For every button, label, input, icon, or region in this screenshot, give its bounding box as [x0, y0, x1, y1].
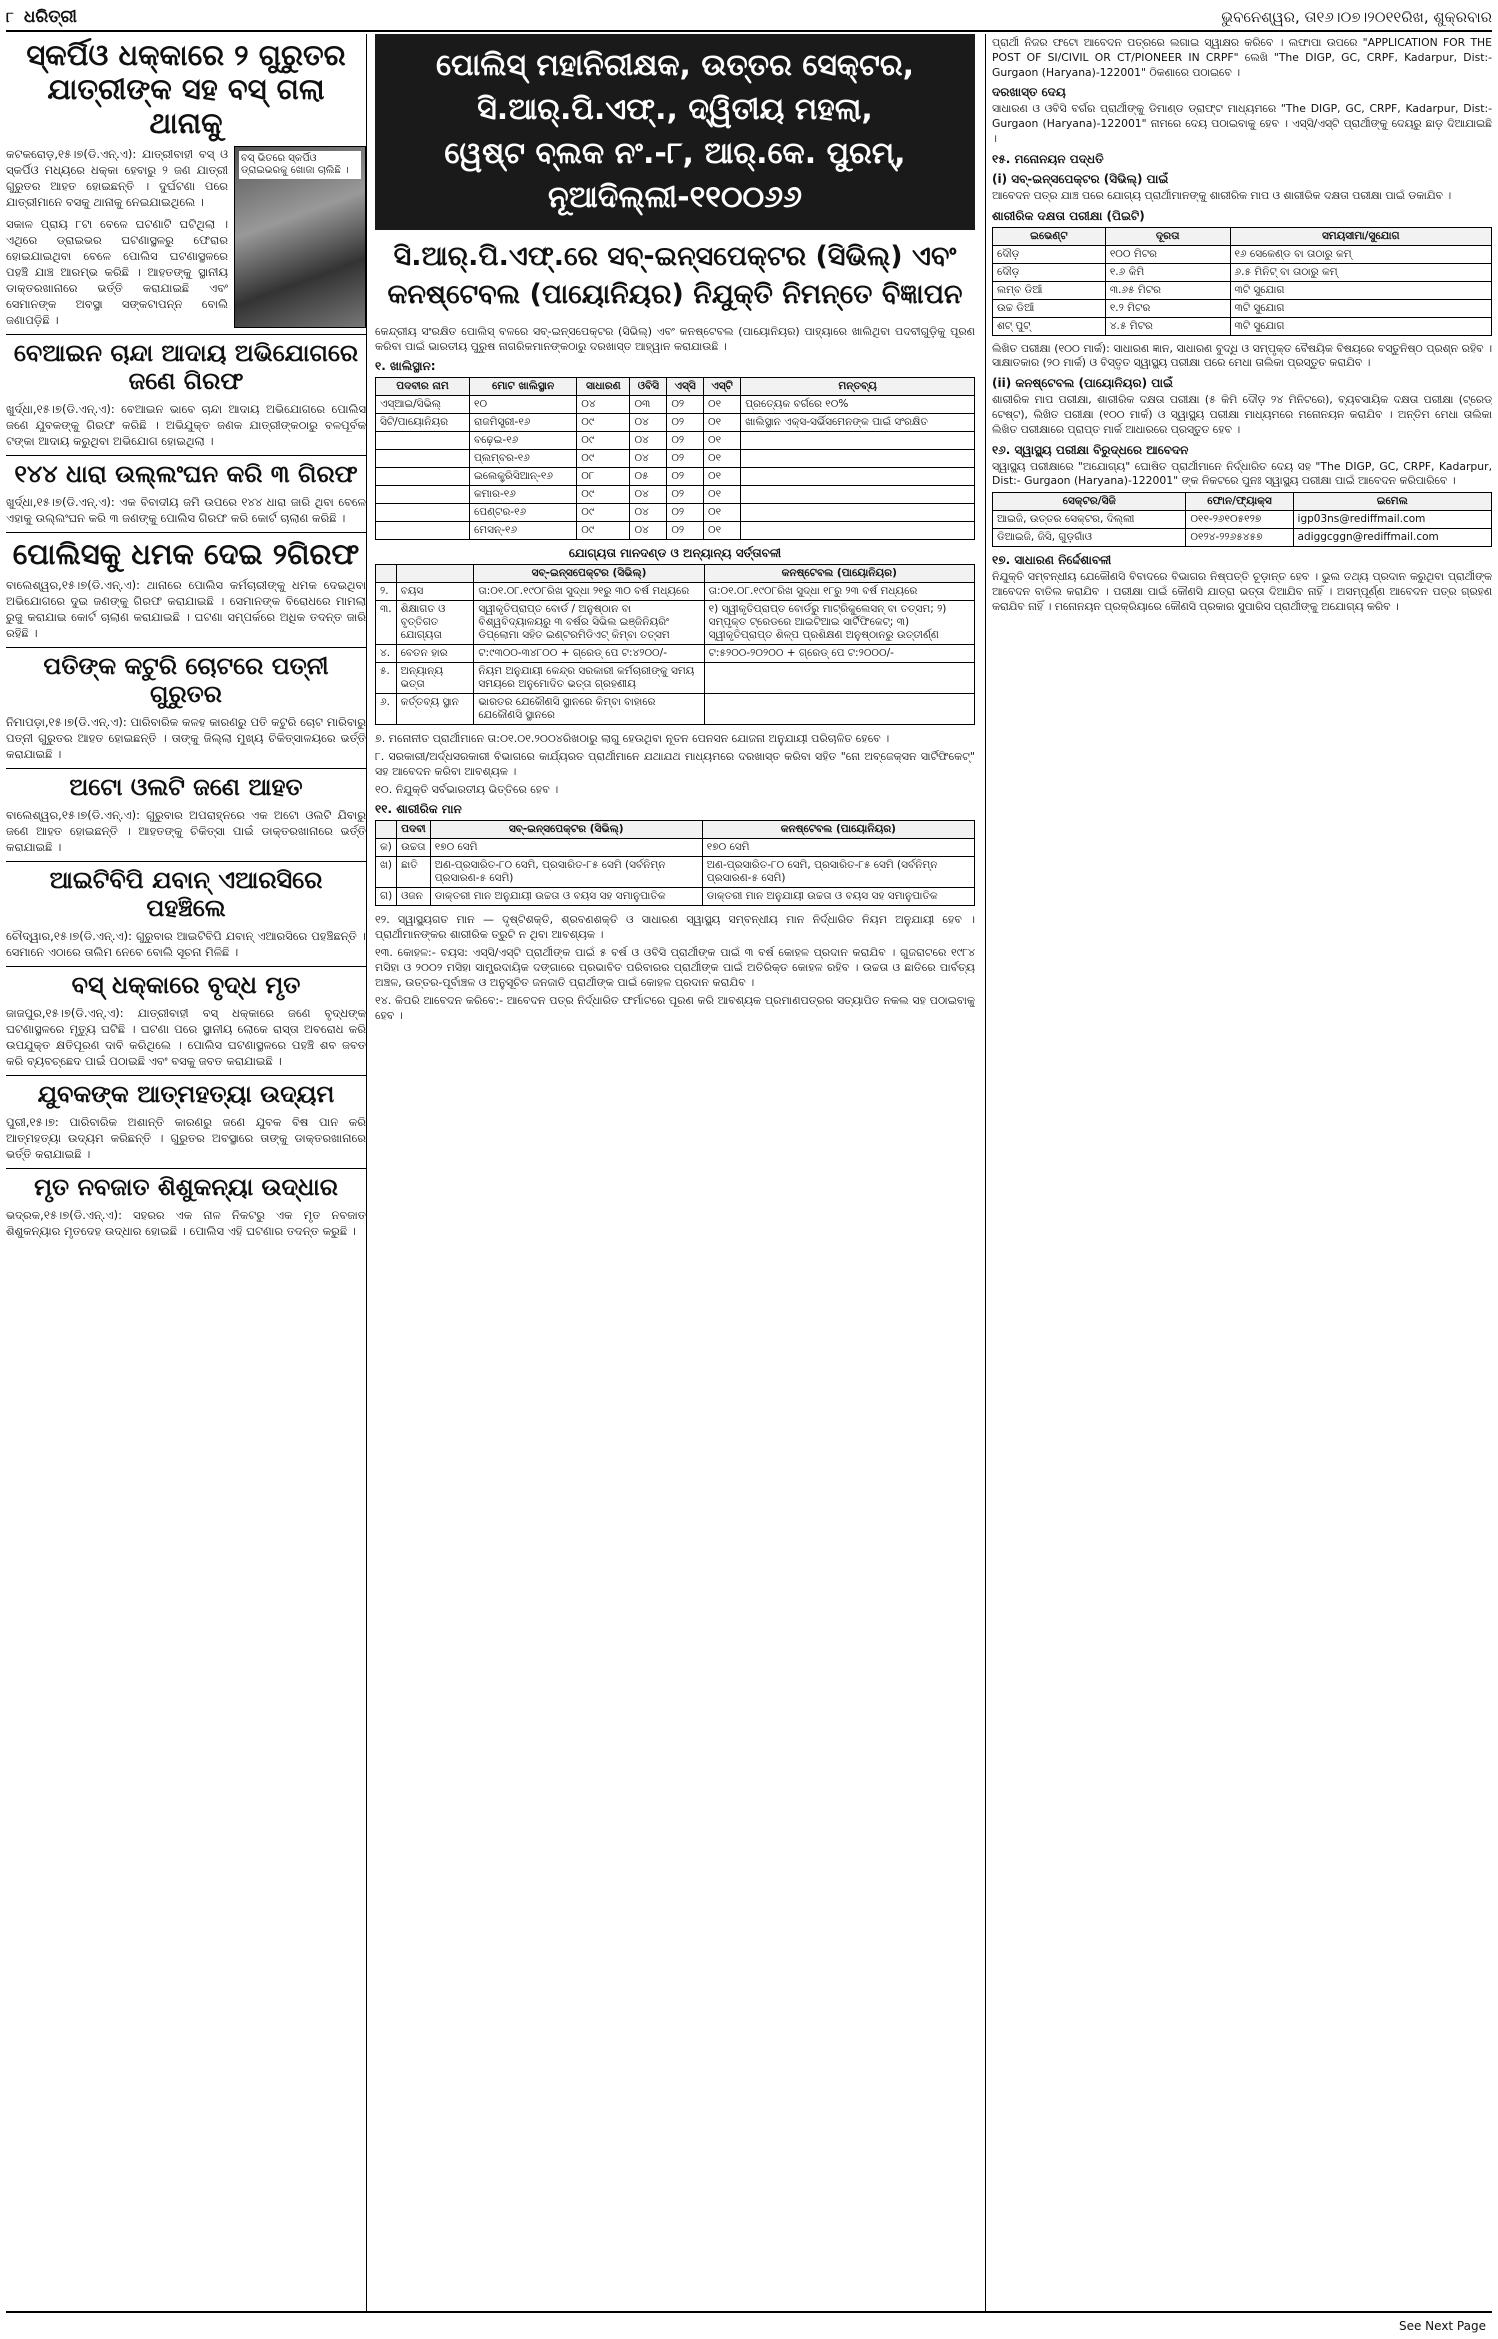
pet-table [992, 227, 1492, 336]
ad-clause: ଆବେଦନ ପତ୍ର ଯାଞ୍ଚ ପରେ ଯୋଗ୍ୟ ପ୍ରାର୍ଥୀମାନଙ୍କୁ ଶାରୀରିକ ମାପ ଓ ଶାରୀରିକ ଦକ୍ଷତା ପରୀକ୍ଷା ପାଇଁ ଡକାଯିବ । [992, 188, 1452, 202]
vacancy-table [375, 377, 975, 540]
headline: ଆଇଟିବିପି ଯବାନ୍ ଏଆରସିରେ ପହଞ୍ଚିଲେ [49, 866, 323, 922]
table-header-cell: ଦୂରତା [1105, 227, 1230, 245]
story-text: ଭଦ୍ରକ,୧୫।୭(ଡି.ଏନ୍.ଏ): ସହରର ଏକ ନାଳ ନିକଟରୁ ଏକ ମୃତ ନବଜାତ ଶିଶୁକନ୍ୟାର ମୃତଦେହ ଉଦ୍ଧାର ହୋଇଛି । ପୋଲିସ ଏହି ଘଟଣାର ତଦନ୍ତ କରୁଛି । [6, 1208, 366, 1238]
table-header-cell: ସେକ୍ଟର/ସିଜି [993, 493, 1186, 511]
table-cell [741, 432, 975, 450]
table-cell: ୧) ସ୍ୱୀକୃତିପ୍ରାପ୍ତ ବୋର୍ଡରୁ ମାଟ୍ରିକୁଲେସନ୍ ବା ତତ୍ସମ; ୨) ସମ୍ପୃକ୍ତ ଟ୍ରେଡରେ ଆଇଟିଆଇ ସାର୍ଟିଫିକେଟ୍; ୩) ସ୍ୱୀକୃତିପ୍ରାପ୍ତ ଶିଳ୍ପ ପ୍ରଶିକ୍ଷଣ ଅନୁଷ୍ଠାନରୁ ଉତ୍ତୀର୍ଣ୍ଣ [704, 601, 974, 645]
table-cell: ୧୦୦ ମିଟର [1105, 245, 1230, 263]
table-cell: ୦୯ [577, 522, 630, 540]
story-text: ପୁରୀ,୧୫।୭: ପାରିବାରିକ ଅଶାନ୍ତି କାରଣରୁ ଜଣେ ଯୁବକ ବିଷ ପାନ କରି ଆତ୍ମହତ୍ୟା ଉଦ୍ୟମ କରିଛନ୍ତି । ଗୁରୁତର ଅବସ୍ଥାରେ ତାଙ୍କୁ ଡାକ୍ତରଖାନାରେ ଭର୍ତ୍ତି କରାଯାଇଛି । [6, 1115, 366, 1161]
section-heading: ୧. ଖାଲିସ୍ଥାନ: [375, 359, 436, 373]
table-cell: ଗ) [376, 888, 397, 906]
page-header [6, 4, 1492, 32]
table-row [993, 299, 1492, 317]
table-row [376, 414, 975, 432]
table-cell: ୩ଟି ସୁଯୋଗ [1230, 299, 1491, 317]
table-cell: ନିୟମ ଅନୁଯାୟୀ କେନ୍ଦ୍ର ସରକାରୀ କର୍ମଚାରୀଙ୍କୁ ସମୟ ସମୟରେ ଅନୁମୋଦିତ ଭତ୍ତା ଗ୍ରହଣୀୟ [474, 663, 704, 694]
story-text: ସକାଳ ପ୍ରାୟ ୮ଟା ବେଳେ ଘଟଣାଟି ଘଟିଥିଲା । ଏଥିରେ ଡ୍ରାଇଭର ଘଟଣାସ୍ଥଳରୁ ଫେରାର ହୋଇଯାଇଥିବା ବେଳେ ପୋଲିସ ଘଟଣାସ୍ଥଳରେ ପହଞ୍ଚି ଯାଞ୍ଚ ଆରମ୍ଭ କରିଛି । ଆହତଙ୍କୁ ସ୍ଥାନୀୟ ଡାକ୍ତରଖାନାରେ ଭର୍ତ୍ତି କରାଯାଇଛି ଏବଂ ସେମାନଙ୍କ ଅବସ୍ଥା ସଙ୍କଟାପନ୍ନ ବୋଲି ଜଣାପଡ଼ିଛି । [6, 217, 228, 327]
ad-clause: ଶାରୀରିକ ମାପ ପରୀକ୍ଷା, ଶାରୀରିକ ଦକ୍ଷତା ପରୀକ୍ଷା (୫ କିମି ଦୌଡ଼ ୨୪ ମିନିଟରେ), ବ୍ୟବସାୟିକ ଦକ୍ଷତା ପରୀକ୍ଷା (ଟ୍ରେଡ୍ ଟେଷ୍ଟ), ଲିଖିତ ପରୀକ୍ଷା (୧୦୦ ମାର୍କ) ଓ ସ୍ୱାସ୍ଥ୍ୟ ପରୀକ୍ଷା ମାଧ୍ୟମରେ ମନୋନୟନ କରାଯିବ । ଅନ୍ତିମ ମେଧା ତାଲିକା ଲିଖିତ ପରୀକ୍ଷାରେ ପ୍ରାପ୍ତ ମାର୍କ ଆଧାରରେ ପ୍ରସ୍ତୁତ ହେବ । [992, 393, 1492, 436]
table-cell: ୦୨ [667, 414, 704, 432]
ad-intro: କେନ୍ଦ୍ରୀୟ ସଂରକ୍ଷିତ ପୋଲିସ୍ ବଳରେ ସବ୍-ଇନ୍ସପେକ୍ଟର (ସିଭିଲ୍) ଏବଂ କନଷ୍ଟେବଲ (ପାୟୋନିୟର) ପାହ୍ୟାରେ ଖାଲିଥିବା ପଦବୀଗୁଡ଼ିକୁ ପୂରଣ କରିବା ପାଇଁ ଭାରତୀୟ ପୁରୁଷ ନାଗରିକମାନଙ୍କଠାରୁ ଦରଖାସ୍ତ ଆହ୍ୱାନ କରାଯାଉଛି । [375, 325, 975, 353]
table-cell: ୪. [376, 645, 397, 663]
ad-address-banner [375, 34, 975, 230]
table-cell: ୦୯ [577, 450, 630, 468]
table-header-cell: ଏସ୍‌ସି [667, 378, 704, 396]
story-text: ଖୁର୍ଦ୍ଧା,୧୫।୭(ଡି.ଏନ୍.ଏ): ଏକ ବିବାଦୀୟ ଜମି ଉପରେ ୧୪୪ ଧାରା ଜାରି ଥିବା ବେଳେ ଏହାକୁ ଉଲ୍ଲଂଘନ କରି ୩ ଜଣଙ୍କୁ ପୋଲିସ ଗିରଫ କରି କୋର୍ଟ ଚାଲାଣ କରିଛି । [6, 495, 366, 525]
physical-standards-table [375, 820, 975, 906]
ad-clause: ଲିଖିତ ପରୀକ୍ଷା (୧୦୦ ମାର୍କ): ସାଧାରଣ ଜ୍ଞାନ, ସାଧାରଣ ବୁଦ୍ଧି ଓ ସମ୍ପୃକ୍ତ ବୈଷୟିକ ବିଷୟରେ ବସ୍ତୁନିଷ୍ଠ ପ୍ରଶ୍ନ ରହିବ । ସାକ୍ଷାତକାର (୨୦ ମାର୍କ) ଓ ବିସ୍ତୃତ ସ୍ୱାସ୍ଥ୍ୟ ପରୀକ୍ଷା ପରେ ମେଧା ତାଲିକା ପ୍ରସ୍ତୁତ କରାଯିବ । [992, 341, 1492, 370]
subsection-heading: (ii) କନଷ୍ଟେବଲ (ପାୟୋନିୟର) ପାଇଁ [992, 376, 1173, 391]
table-row [376, 583, 975, 601]
table-cell [376, 522, 470, 540]
table-cell: ତା:୦୧.୦୮.୧୯୦୮ରିଖ ସୁଦ୍ଧା ୧୮ରୁ ୨୩ ବର୍ଷ ମଧ୍ୟରେ [704, 583, 974, 601]
ad-clause: ପ୍ରାର୍ଥୀ ନିଜର ଫଟୋ ଆବେଦନ ପତ୍ରରେ ଲଗାଇ ସ୍ୱାକ୍ଷର କରିବେ । ଲଫାପା ଉପରେ "APPLICATION FOR THE POST OF SI/CIVIL OR CT/PIONEER IN CRPF" ଲେଖି "The DIGP, GC, CRPF, Kadarpur, Dist:- Gurgaon (Haryana)-122001" ଠିକଣାରେ ପଠାଇବେ । [992, 36, 1492, 79]
table-row [376, 601, 975, 645]
table-row [376, 522, 975, 540]
table-cell: ଇଲେକ୍ଟ୍ରିସିଆନ୍-୧୬ [470, 468, 577, 486]
table-cell [376, 468, 470, 486]
table-cell: ୧.୨ ମିଟର [1105, 299, 1230, 317]
table-cell: ୪.୫ ମିଟର [1105, 317, 1230, 335]
table-cell: ୦୯ [577, 486, 630, 504]
recruitment-ad [375, 34, 975, 2311]
table-row [993, 245, 1492, 263]
eligibility-table [375, 564, 975, 725]
table-cell: ୦୪ [630, 450, 667, 468]
headline: ସ୍କର୍ପିଓ ଧକ୍କାରେ ୨ ଗୁରୁତର ଯାତ୍ରୀଙ୍କ ସହ ବସ୍ ଗଲା ଥାନାକୁ [26, 38, 346, 140]
ad-clause: ୧୪. କିପରି ଆବେଦନ କରିବେ:- ଆବେଦନ ପତ୍ର ନିର୍ଦ୍ଧାରିତ ଫର୍ମାଟରେ ପୂରଣ କରି ଆବଶ୍ୟକ ପ୍ରମାଣପତ୍ରର ସତ୍ୟାପିତ ନକଲ ସହ ପଠାଇବାକୁ ହେବ । [375, 994, 975, 1022]
ad-title: ସି.ଆର୍.ପି.ଏଫ୍.ରେ ସବ୍-ଇନ୍ସପେକ୍ଟର (ସିଭିଲ୍) ଏବଂ କନଷ୍ଟେବଲ (ପାୟୋନିୟର) ନିଯୁକ୍ତି ନିମନ୍ତେ ବିଜ୍ଞାପନ [387, 241, 963, 310]
address-line: ୱେଷ୍ଟ ବ୍ଲକ ନଂ.-୮, ଆର୍.କେ. ପୁରମ୍, [444, 136, 906, 171]
table-cell [704, 663, 974, 694]
table-cell [741, 486, 975, 504]
table-cell: ୦୨ [667, 396, 704, 414]
table-header-cell: ମନ୍ତବ୍ୟ [741, 378, 975, 396]
story-text: କଟକରୋଡ଼,୧୫।୭(ଡି.ଏନ୍.ଏ): ଯାତ୍ରୀବାହୀ ବସ୍ ଓ ସ୍କର୍ପିଓ ମଧ୍ୟରେ ଧକ୍କା ହେବାରୁ ୨ ଜଣ ଯାତ୍ରୀ ଗୁରୁତର ଆହତ ହୋଇଛନ୍ତି । ଦୁର୍ଘଟଣା ପରେ ଯାତ୍ରୀମାନେ ବସକୁ ଥାନାକୁ ନେଇଯାଇଥିଲେ । [6, 147, 228, 209]
table-row [993, 263, 1492, 281]
table-cell: ଡାକ୍ତରୀ ମାନ ଅନୁଯାୟୀ ଉଚ୍ଚତା ଓ ବୟସ ସହ ସମାନୁପାତିକ [430, 888, 702, 906]
table-header-cell: ସବ୍-ଇନ୍ସପେକ୍ଟର (ସିଭିଲ୍) [430, 821, 702, 839]
table-cell: ଡାକ୍ତରୀ ମାନ ଅନୁଯାୟୀ ଉଚ୍ଚତା ଓ ବୟସ ସହ ସମାନୁପାତିକ [702, 888, 974, 906]
table-cell: ୦୨ [667, 486, 704, 504]
table-cell: ୦୯ [577, 432, 630, 450]
table-row [376, 432, 975, 450]
table-cell: ୦୧ [703, 450, 740, 468]
contact-table [992, 492, 1492, 547]
next-page-note: See Next Page [1398, 2319, 1486, 2333]
table-cell: ୦୨ [667, 468, 704, 486]
table-cell: ୦୪ [630, 486, 667, 504]
table-cell: ୩. [376, 601, 397, 645]
table-header-cell: ସମୟସୀମା/ସୁଯୋଗ [1230, 227, 1491, 245]
table-header-cell: ଇଭେଣ୍ଟ [993, 227, 1106, 245]
table-cell: ଏସ୍ଆଇ/ସିଭିଲ୍ [376, 396, 470, 414]
photo-caption: ବସ୍ ଭିତରେ ସ୍କର୍ପିଓ ଡ୍ରାଇଭରକୁ ଖୋଜା ଚାଲିଛି । [239, 151, 361, 179]
table-cell [704, 694, 974, 725]
table-header-cell [396, 565, 474, 583]
subsection-heading: (i) ସବ୍-ଇନ୍ସପେକ୍ଟର (ସିଭିଲ୍) ପାଇଁ [992, 171, 1169, 186]
table-row [376, 396, 975, 414]
table-cell: ଉଚ୍ଚତା [397, 839, 431, 857]
table-row [376, 468, 975, 486]
table-row [993, 511, 1492, 529]
section-heading: ୧୬. ସ୍ୱାସ୍ଥ୍ୟ ପରୀକ୍ଷା ବିରୁଦ୍ଧରେ ଆବେଦନ [992, 442, 1189, 457]
table-cell: ୦୧ [703, 522, 740, 540]
table-cell: ଅନ୍ୟାନ୍ୟ ଭତ୍ତା [396, 663, 474, 694]
table-cell [741, 504, 975, 522]
ad-continuation [985, 34, 1492, 2311]
table-cell: ଟ:୫୨୦୦-୨୦୨୦୦ + ଗ୍ରେଡ୍ ପେ ଟ:୨୦୦୦/- [704, 645, 974, 663]
table-header-cell: ମୋଟ ଖାଲିସ୍ଥାନ [470, 378, 577, 396]
page-number: ୮ [6, 8, 14, 26]
table-cell: ରାଜମିସ୍ତ୍ରୀ-୧୬ [470, 414, 577, 432]
table-cell: ଭାରତର ଯେକୌଣସି ସ୍ଥାନରେ କିମ୍ବା ବାହାରେ ଯେକୌଣସି ସ୍ଥାନରେ [474, 694, 704, 725]
table-header-cell [376, 565, 397, 583]
story-text: ନିମାପଡ଼ା,୧୫।୭(ଡି.ଏନ୍.ଏ): ପାରିବାରିକ କଳହ କାରଣରୁ ପତି କଟୁରି ଚୋଟ ମାରିବାରୁ ପତ୍ନୀ ଗୁରୁତର ଆହତ ହୋଇଛନ୍ତି । ତାଙ୍କୁ ଜିଲ୍ଲା ମୁଖ୍ୟ ଚିକିତ୍ସାଳୟରେ ଭର୍ତ୍ତି କରାଯାଇଛି । [6, 715, 366, 761]
table-cell [741, 450, 975, 468]
table-cell: ୩.୬୫ ମିଟର [1105, 281, 1230, 299]
headline: ବସ୍ ଧକ୍କାରେ ବୃଦ୍ଧ ମୃତ [71, 971, 301, 999]
ad-clause: ସାଧାରଣ ଓ ଓବିସି ବର୍ଗର ପ୍ରାର୍ଥୀଙ୍କୁ ଡିମାଣ୍ଡ ଡ୍ରାଫ୍ଟ ମାଧ୍ୟମରେ "The DIGP, GC, CRPF, Kadarpur, Dist:-Gurgaon (Haryana)-122001" ନାମରେ ଦେୟ ପଠାଇବାକୁ ହେବ । ଏସ୍‌ସି/ଏସ୍‌ଟି ପ୍ରାର୍ଥୀଙ୍କୁ ଦେୟରୁ ଛାଡ଼ ଦିଆଯାଇଛି । [992, 102, 1492, 145]
table-cell: ୦୪ [577, 396, 630, 414]
table-cell [741, 522, 975, 540]
table-cell: ଖ) [376, 857, 397, 888]
table-cell: ୦୫ [630, 468, 667, 486]
table-cell: ଦୌଡ଼ [993, 245, 1106, 263]
table-header-cell: ଫୋନ/ଫ୍ୟାକ୍ସ [1186, 493, 1293, 511]
table-cell: ୦୨ [667, 522, 704, 540]
headline: ପତିଙ୍କ କଟୁରି ଚୋଟରେ ପତ୍ନୀ ଗୁରୁତର [43, 652, 329, 708]
table-cell [376, 432, 470, 450]
table-cell: ୧୬ ସେକେଣ୍ଡ ବା ତାଠାରୁ କମ୍ [1230, 245, 1491, 263]
table-cell: ୦୩ [630, 396, 667, 414]
table-row [376, 645, 975, 663]
section-heading: ଦରଖାସ୍ତ ଦେୟ [992, 85, 1066, 100]
headline: ପୋଲିସକୁ ଧମକ ଦେଇ ୨ଗିରଫ [12, 537, 360, 571]
table-header-cell: ଏସ୍‌ଟି [703, 378, 740, 396]
story-text: ବାଲେଶ୍ୱର,୧୫।୭(ଡି.ଏନ୍.ଏ): ଗୁରୁବାର ଅପରାହ୍ନରେ ଏକ ଅଟୋ ଓଲଟି ଯିବାରୁ ଜଣେ ଆହତ ହୋଇଛନ୍ତି । ଆହତଙ୍କୁ ଚିକିତ୍ସା ପାଇଁ ଡାକ୍ତରଖାନାରେ ଭର୍ତ୍ତି କରାଯାଇଛି । [6, 808, 366, 854]
ad-clause: ୧୦. ନିଯୁକ୍ତି ସର୍ବଭାରତୀୟ ଭିତ୍ତିରେ ହେବ । [375, 783, 559, 796]
table-cell: ବଢ଼େଇ-୧୬ [470, 432, 577, 450]
news-photo [234, 146, 366, 328]
address-line: ସି.ଆର୍.ପି.ଏଫ୍., ଦ୍ୱିତୀୟ ମହଲା, [477, 92, 873, 127]
table-cell: ୦୧ [703, 486, 740, 504]
table-header-cell: ପଦବୀ [397, 821, 431, 839]
table-cell: ୧୭୦ ସେମି [430, 839, 702, 857]
table-row [376, 888, 975, 906]
table-cell: ୦୧ [703, 468, 740, 486]
ad-clause: ୭. ମନୋନୀତ ପ୍ରାର୍ଥୀମାନେ ତା:୦୧.୦୧.୨୦୦୪ରିଖଠାରୁ ଲାଗୁ ହେଉଥିବା ନୂତନ ପେନସନ ଯୋଜନା ଅନୁଯାୟୀ ପରିଚାଳିତ ହେବେ । [375, 732, 890, 745]
table-cell: ବେତନ ହାର [396, 645, 474, 663]
table-row [993, 317, 1492, 335]
table-cell: ୦୧ [703, 414, 740, 432]
table-cell: ଅଣ-ପ୍ରସାରିତ-୮୦ ସେମି, ପ୍ରସାରିତ-୮୫ ସେମି (ସର୍ବନିମ୍ନ ପ୍ରସାରଣ-୫ ସେମି) [430, 857, 702, 888]
table-row [376, 450, 975, 468]
ad-clause: ୧୨. ସ୍ୱାସ୍ଥ୍ୟଗତ ମାନ — ଦୃଷ୍ଟିଶକ୍ତି, ଶ୍ରବଣଶକ୍ତି ଓ ସାଧାରଣ ସ୍ୱାସ୍ଥ୍ୟ ସମ୍ବନ୍ଧୀୟ ମାନ ନିର୍ଦ୍ଧାରିତ ନିୟମ ଅନୁଯାୟୀ ହେବ । ପ୍ରାର୍ଥୀମାନଙ୍କର ଶାରୀରିକ ତ୍ରୁଟି ନ ଥିବା ଆବଶ୍ୟକ । [375, 913, 975, 941]
table-header-cell: ଓବିସି [630, 378, 667, 396]
section-heading: ଯୋଗ୍ୟତା ମାନଦଣ୍ଡ ଓ ଅନ୍ୟାନ୍ୟ ସର୍ତ୍ତାବଳୀ [568, 546, 782, 560]
table-cell: igp03ns@rediffmail.com [1293, 511, 1491, 529]
table-row [376, 504, 975, 522]
table-row [376, 486, 975, 504]
table-cell: ୧୦ [470, 396, 577, 414]
table-header-cell: ସବ୍-ଇନ୍ସପେକ୍ଟର (ସିଭିଲ୍) [474, 565, 704, 583]
table-cell: ଡିଆଇଜି, ଜିସି, ଗୁଡ଼ଗାଁଓ [993, 529, 1186, 547]
table-cell: ୩ଟି ସୁଯୋଗ [1230, 317, 1491, 335]
story-text: ବାଲେଶ୍ୱର,୧୫।୭(ଡି.ଏନ୍.ଏ): ଥାନାରେ ପୋଲିସ କର୍ମଚାରୀଙ୍କୁ ଧମକ ଦେଇଥିବା ଅଭିଯୋଗରେ ଦୁଇ ଜଣଙ୍କୁ ଗିରଫ କରାଯାଇଛି । ସେମାନଙ୍କ ବିରୋଧରେ ମାମଲା ରୁଜୁ କରାଯାଇ କୋର୍ଟ ଚାଲାଣ କରାଯାଇଛି । ଘଟଣା ସମ୍ପର୍କରେ ଅଧିକ ତଦନ୍ତ ଜାରି ରହିଛି । [6, 578, 366, 640]
table-cell: ଶଟ୍ ପୁଟ୍ [993, 317, 1106, 335]
table-cell: ୦୨ [667, 450, 704, 468]
headline: ବେଆଇନ ଚାନ୍ଦା ଆଦାୟ ଅଭିଯୋଗରେ ଜଣେ ଗିରଫ [13, 339, 359, 395]
table-cell: ପ୍ରତ୍ୟେକ ବର୍ଗରେ ୧୦% [741, 396, 975, 414]
table-cell: ୬. [376, 694, 397, 725]
table-row [376, 857, 975, 888]
table-cell: ୦୨ [667, 504, 704, 522]
table-cell: ବୟସ [396, 583, 474, 601]
table-cell: ୦୧ [703, 432, 740, 450]
table-cell: ସିଟି/ପାୟୋନିୟର [376, 414, 470, 432]
table-cell: ୦୪ [630, 504, 667, 522]
table-cell: ୦୮ [577, 468, 630, 486]
table-cell: ୦୧ [703, 396, 740, 414]
table-cell: ଲମ୍ବ ଡିଆଁ [993, 281, 1106, 299]
table-cell: adiggcggn@rediffmail.com [1293, 529, 1491, 547]
table-cell: ୦୯ [577, 414, 630, 432]
ad-clause: ୧୩. କୋହଳ:- ବୟସ: ଏସ୍‌ସି/ଏସ୍‌ଟି ପ୍ରାର୍ଥୀଙ୍କ ପାଇଁ ୫ ବର୍ଷ ଓ ଓବିସି ପ୍ରାର୍ଥୀଙ୍କ ପାଇଁ ୩ ବର୍ଷ କୋହଳ ପ୍ରଦାନ କରାଯିବ । ଗୁଜରାଟରେ ୧୯୮୪ ମସିହା ଓ ୨୦୦୨ ମସିହା ସାମ୍ପ୍ରଦାୟିକ ଦଙ୍ଗାରେ ପ୍ରଭାବିତ ପରିବାରର ପ୍ରାର୍ଥୀଙ୍କ ପାଇଁ ଅତିରିକ୍ତ କୋହଳ ରହିବ । ଉଚ୍ଚତା ଓ ଛାତିରେ ପାର୍ବତ୍ୟ ଅଞ୍ଚଳ, ଉତ୍ତର-ପୂର୍ବାଞ୍ଚଳ ଓ ଅନୁସୂଚିତ ଜନଜାତି ପ୍ରାର୍ଥୀଙ୍କ ପାଇଁ କୋହଳ ପ୍ରଦାନ କରାଯିବ । [375, 946, 975, 989]
table-cell: ଆଇଜି, ଉତ୍ତର ସେକ୍ଟର, ଦିଲ୍ଲୀ [993, 511, 1186, 529]
news-column [6, 34, 367, 2311]
table-cell: ମେସନ୍-୧୬ [470, 522, 577, 540]
headline: ମୃତ ନବଜାତ ଶିଶୁକନ୍ୟା ଉଦ୍ଧାର [34, 1173, 338, 1201]
table-cell: ତା:୦୧.୦୮.୧୯୦୮ରିଖ ସୁଦ୍ଧା ୨୧ରୁ ୩୦ ବର୍ଷ ମଧ୍ୟରେ [474, 583, 704, 601]
headline: ଯୁବକଙ୍କ ଆତ୍ମହତ୍ୟା ଉଦ୍ୟମ [37, 1080, 335, 1108]
subsection-heading: ଶାରୀରିକ ଦକ୍ଷତା ପରୀକ୍ଷା (ପିଇଟି) [992, 208, 1145, 223]
table-cell: ଓଜନ [397, 888, 431, 906]
ad-clause: ନିଯୁକ୍ତି ସମ୍ବନ୍ଧୀୟ ଯେକୌଣସି ବିବାଦରେ ବିଭାଗର ନିଷ୍ପତ୍ତି ଚୂଡ଼ାନ୍ତ ହେବ । ଭୁଲ ତଥ୍ୟ ପ୍ରଦାନ କରୁଥିବା ପ୍ରାର୍ଥୀଙ୍କ ଆବେଦନ ବାତିଲ କରାଯିବ । ପରୀକ୍ଷା ପାଇଁ କୌଣସି ଯାତ୍ରା ଭତ୍ତା ଦିଆଯିବ ନାହିଁ । ଅସମ୍ପୂର୍ଣ୍ଣ ଆବେଦନ ପତ୍ର ଗ୍ରହଣ କରାଯିବ ନାହିଁ । ମନୋନୟନ ପ୍ରକ୍ରିୟାରେ କୌଣସି ପ୍ରକାର ସୁପାରିସ ପ୍ରାର୍ଥୀଙ୍କୁ ଅଯୋଗ୍ୟ କରିବ । [992, 570, 1492, 613]
table-header-cell: ଇମେଲ [1293, 493, 1491, 511]
table-cell: ଟ:୯୩୦୦-୩୪୮୦୦ + ଗ୍ରେଡ୍ ପେ ଟ:୪୨୦୦/- [474, 645, 704, 663]
table-cell: ୦୪ [630, 414, 667, 432]
table-cell: ଖାଲିସ୍ଥାନ ଏକ୍ସ-ସର୍ଭିସମେନଙ୍କ ପାଇଁ ସଂରକ୍ଷିତ [741, 414, 975, 432]
table-cell: ଦୌଡ଼ [993, 263, 1106, 281]
table-cell: ପେଣ୍ଟର-୧୬ [470, 504, 577, 522]
ad-clause: ସ୍ୱାସ୍ଥ୍ୟ ପରୀକ୍ଷାରେ "ଅଯୋଗ୍ୟ" ଘୋଷିତ ପ୍ରାର୍ଥୀମାନେ ନିର୍ଦ୍ଧାରିତ ଦେୟ ସହ "The DIGP, GC, CRPF, Kadarpur, Dist:- Gurgaon (Haryana)-122001" ଙ୍କ ନିକଟରେ ପୁନଃ ସ୍ୱାସ୍ଥ୍ୟ ପରୀକ୍ଷା ପାଇଁ ଆବେଦନ କରିପାରିବେ । [992, 459, 1492, 488]
table-cell: ୦୯ [577, 504, 630, 522]
table-row [993, 281, 1492, 299]
table-cell: ୫. [376, 663, 397, 694]
table-cell: ଉଚ୍ଚ ଡିଆଁ [993, 299, 1106, 317]
table-cell: ଅଣ-ପ୍ରସାରିତ-୮୦ ସେମି, ପ୍ରସାରିତ-୮୫ ସେମି (ସର୍ବନିମ୍ନ ପ୍ରସାରଣ-୫ ସେମି) [702, 857, 974, 888]
table-header-cell: ପଦବୀର ନାମ [376, 378, 470, 396]
table-cell: କ) [376, 839, 397, 857]
table-row [376, 839, 975, 857]
table-cell: ଛାତି [397, 857, 431, 888]
table-cell [376, 486, 470, 504]
table-cell: କମାର-୧୬ [470, 486, 577, 504]
story-text: ଜାଜପୁର,୧୫।୭(ଡି.ଏନ୍.ଏ): ଯାତ୍ରୀବାହୀ ବସ୍ ଧକ୍କାରେ ଜଣେ ବୃଦ୍ଧଙ୍କ ଘଟଣାସ୍ଥଳରେ ମୃତ୍ୟୁ ଘଟିଛି । ଘଟଣା ପରେ ସ୍ଥାନୀୟ ଲୋକେ ରାସ୍ତା ଅବରୋଧ କରି ଉପଯୁକ୍ତ କ୍ଷତିପୂରଣ ଦାବି କରିଥିଲେ । ପୋଲିସ ଘଟଣାସ୍ଥଳରେ ପହଞ୍ଚି ଶବ ଜବତ କରି ବ୍ୟବଚ୍ଛେଦ ପାଇଁ ପଠାଇଛି ଏବଂ ବସକୁ ଜବତ କରାଯାଇଛି । [6, 1006, 366, 1068]
ad-clause: ୮. ସରକାରୀ/ଅର୍ଦ୍ଧସରକାରୀ ବିଭାଗରେ କାର୍ଯ୍ୟରତ ପ୍ରାର୍ଥୀମାନେ ଯଥାଯଥ ମାଧ୍ୟମରେ ଦରଖାସ୍ତ କରିବା ସହିତ "ନୋ ଅବ୍‌ଜେକ୍ସନ ସାର୍ଟିଫିକେଟ୍" ସହ ଆବେଦନ କରିବା ଆବଶ୍ୟକ । [375, 750, 975, 778]
story-text: ଚୌଦ୍ୱାର,୧୫।୭(ଡି.ଏନ୍.ଏ): ଗୁରୁବାର ଆଇଟିବିପି ଯବାନ୍ ଏଆରସିରେ ପହଞ୍ଚିଛନ୍ତି । ସେମାନେ ଏଠାରେ ତାଲିମ ନେବେ ବୋଲି ସୂଚନା ମିଳିଛି । [6, 929, 366, 959]
table-cell: ୬.୫ ମିନିଟ୍ ବା ତାଠାରୁ କମ୍ [1230, 263, 1491, 281]
table-cell: ୦୨ [667, 432, 704, 450]
table-cell: ୦୧୧-୨୬୧୦୫୧୨୭ [1186, 511, 1293, 529]
table-cell: ପ୍ଲମ୍ବର-୧୬ [470, 450, 577, 468]
table-cell: ସ୍ୱୀକୃତିପ୍ରାପ୍ତ ବୋର୍ଡ / ଅନୁଷ୍ଠାନ ବା ବିଶ୍ୱବିଦ୍ୟାଳୟରୁ ୩ ବର୍ଷର ସିଭିଲ ଇଞ୍ଜିନିୟରିଂ ଡିପ୍ଲୋମା ସହିତ ଇଣ୍ଟରମିଡିଏଟ୍ କିମ୍ବା ତତ୍ସମ [474, 601, 704, 645]
dateline: ଭୁବନେଶ୍ୱର, ତା୧୬।୦୭।୨୦୧୧ରିଖ, ଶୁକ୍ରବାର [1221, 8, 1492, 26]
table-cell [376, 504, 470, 522]
table-cell: ୦୧ [703, 504, 740, 522]
address-line: ନୂଆଦିଲ୍ଲୀ-୧୧୦୦୬୬ [548, 180, 802, 215]
table-cell: ୧.୬ କିମି [1105, 263, 1230, 281]
table-cell [376, 450, 470, 468]
table-cell: କର୍ତ୍ତବ୍ୟ ସ୍ଥାନ [396, 694, 474, 725]
headline: ୧୪୪ ଧାରା ଉଲ୍ଲଂଘନ କରି ୩ ଗିରଫ [14, 460, 358, 488]
table-cell: ୦୧୨୪-୨୨୬୫୪୫୭ [1186, 529, 1293, 547]
table-cell: ୨. [376, 583, 397, 601]
table-header-cell: କନଷ୍ଟେବଲ (ପାୟୋନିୟର) [704, 565, 974, 583]
table-cell: ୦୪ [630, 522, 667, 540]
table-cell: ୦୪ [630, 432, 667, 450]
address-line: ପୋଲିସ୍ ମହାନିରୀକ୍ଷକ, ଉତ୍ତର ସେକ୍ଟର, [435, 48, 915, 83]
section-heading: ୧୫. ମନୋନୟନ ପଦ୍ଧତି [992, 151, 1104, 166]
table-cell: ୩ଟି ସୁଯୋଗ [1230, 281, 1491, 299]
table-row [993, 529, 1492, 547]
story-text: ଖୁର୍ଦ୍ଧା,୧୫।୭(ଡି.ଏନ୍.ଏ): ବେଆଇନ ଭାବେ ଚାନ୍ଦା ଆଦାୟ ଅଭିଯୋଗରେ ପୋଲିସ ଜଣେ ଯୁବକଙ୍କୁ ଗିରଫ କରିଛି । ଅଭିଯୁକ୍ତ ଜଣକ ଯାତ୍ରୀଙ୍କଠାରୁ ବଳପୂର୍ବକ ଟଙ୍କା ଆଦାୟ କରୁଥିବା ଅଭିଯୋଗ ହୋଇଥିଲା । [6, 402, 366, 448]
table-header-cell: କନଷ୍ଟେବଲ (ପାୟୋନିୟର) [702, 821, 974, 839]
section-heading: ୧୧. ଶାରୀରିକ ମାନ [375, 802, 462, 816]
table-row [376, 694, 975, 725]
table-cell: ୧୭୦ ସେମି [702, 839, 974, 857]
table-header-cell: ସାଧାରଣ [577, 378, 630, 396]
table-cell [741, 468, 975, 486]
section-heading: ୧୭. ସାଧାରଣ ନିର୍ଦ୍ଦେଶାବଳୀ [992, 553, 1112, 568]
table-row [376, 663, 975, 694]
table-cell: ଶିକ୍ଷାଗତ ଓ ବୃତ୍ତିଗତ ଯୋଗ୍ୟତା [396, 601, 474, 645]
masthead-brand: ଧରିତ୍ରୀ [23, 7, 77, 27]
headline: ଅଟୋ ଓଲଟି ଜଣେ ଆହତ [69, 773, 303, 801]
table-header-cell [376, 821, 397, 839]
